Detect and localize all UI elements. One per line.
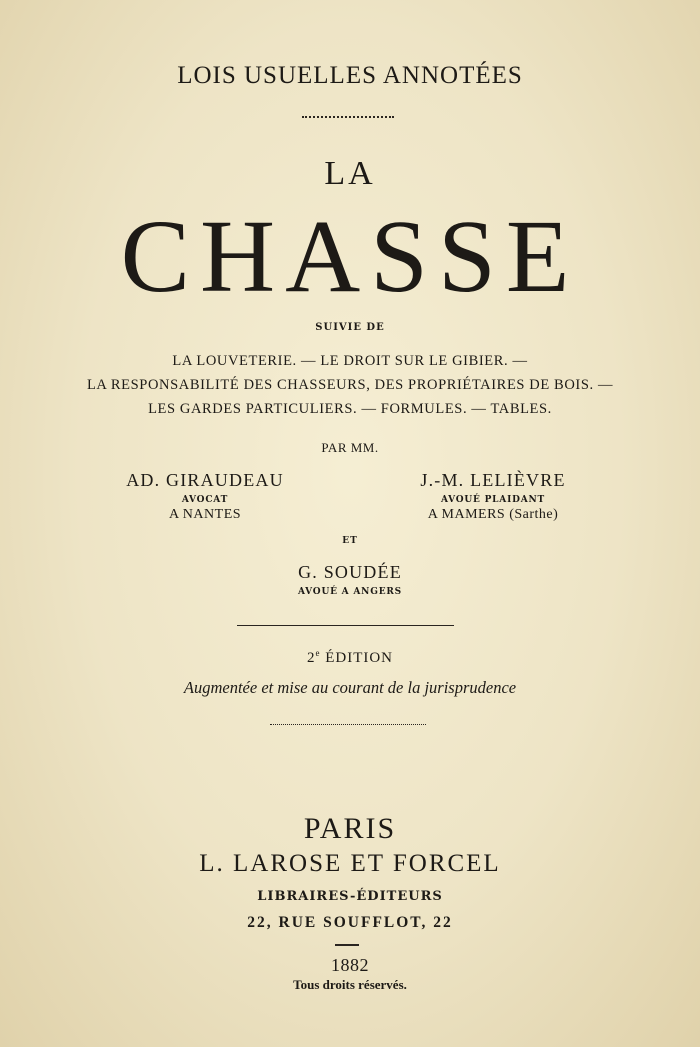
divider-line-middle	[237, 625, 454, 626]
rights-notice: Tous droits réservés.	[293, 977, 407, 992]
suivie-de-label: SUIVIE DE	[315, 322, 385, 333]
author-name: J.-M. LELIÈVRE	[420, 470, 566, 490]
author-title: AVOCAT	[181, 495, 229, 505]
edition-label	[0, 648, 700, 667]
author-soudee	[200, 562, 500, 597]
author-place: A MAMERS (Sarthe)	[427, 507, 559, 522]
series-title: LOIS USUELLES ANNOTÉES	[177, 62, 523, 89]
authors-intro: PAR MM.	[321, 440, 379, 455]
author-lelievre	[368, 470, 618, 523]
edition-note: Augmentée et mise au courant de la jurisprudence	[183, 678, 517, 697]
edition-suffix: e	[315, 648, 321, 658]
author-title: AVOUÉ PLAIDANT	[440, 495, 546, 505]
edition-number: 2	[306, 650, 316, 666]
subtitle-line-3: LES GARDES PARTICULIERS. — FORMULES. — TABLES.	[148, 401, 552, 417]
author-name: G. SOUDÉE	[298, 562, 402, 582]
divider-ornament-top	[302, 116, 394, 118]
et-label: ET	[342, 536, 358, 546]
divider-short	[335, 944, 359, 946]
author-title: AVOUÉ A ANGERS	[298, 587, 402, 597]
author-giraudeau	[85, 470, 325, 523]
main-title: CHASSE	[120, 199, 580, 314]
publisher-name: L. LAROSE ET FORCEL	[199, 850, 501, 877]
subtitle-line-2: LA RESPONSABILITÉ DES CHASSEURS, DES PROPRIÉTAIRES DE BOIS. —	[86, 377, 614, 393]
edition-word: ÉDITION	[325, 650, 394, 666]
divider-line-lower	[270, 724, 426, 725]
subtitle-line-1: LA LOUVETERIE. — LE DROIT SUR LE GIBIER. —	[172, 353, 528, 369]
publication-year: 1882	[331, 955, 369, 975]
publisher-role: LIBRAIRES-ÉDITEURS	[257, 889, 443, 904]
title-article: LA	[324, 155, 376, 192]
publisher-address: 22, RUE SOUFFLOT, 22	[247, 914, 453, 931]
author-name: AD. GIRAUDEAU	[126, 470, 284, 490]
publication-city: PARIS	[303, 812, 397, 845]
author-place: A NANTES	[168, 507, 242, 522]
